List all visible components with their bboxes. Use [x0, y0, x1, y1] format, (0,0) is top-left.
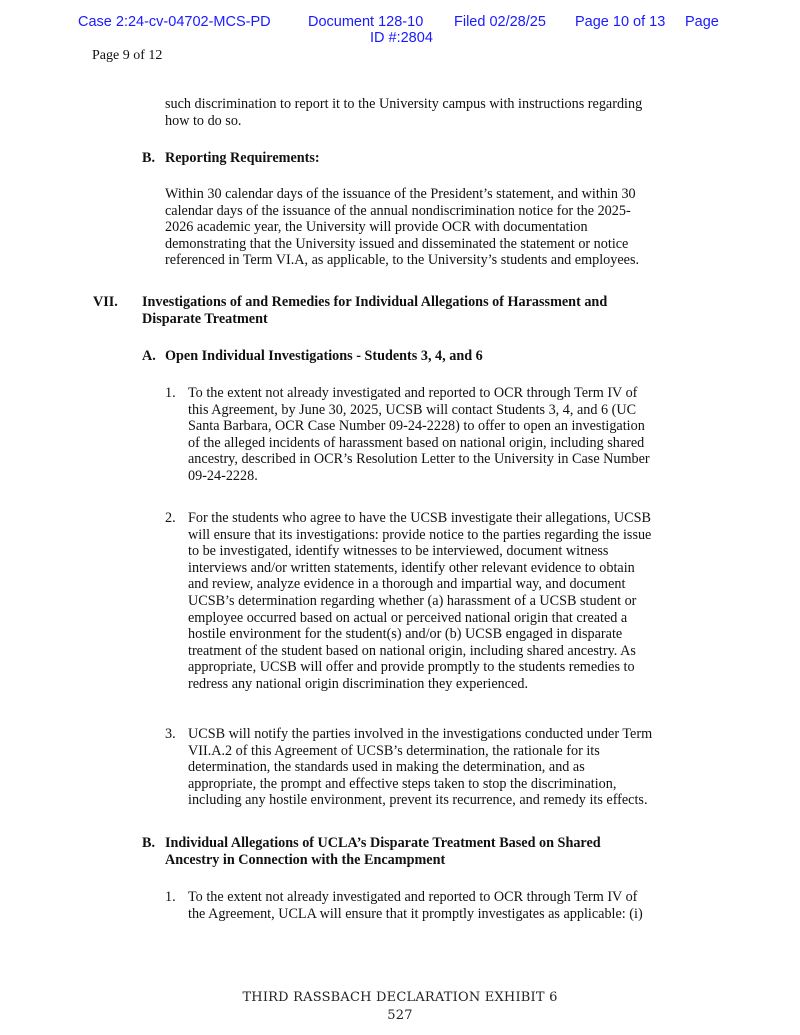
text-line: redress any national origin discrimination they experienced. — [188, 675, 528, 692]
text-line: employee occurred based on actual or perceived national origin that created a — [188, 609, 628, 626]
section-title — [142, 294, 607, 327]
section-label: VII. — [93, 294, 118, 310]
list-number: 1. — [165, 385, 176, 401]
continuation-paragraph — [165, 96, 642, 129]
text-line: 09-24-2228. — [188, 467, 258, 484]
text-line: calendar days of the issuance of the annual nondiscrimination notice for the 2025- — [165, 202, 631, 219]
text-line: Santa Barbara, OCR Case Number 09-24-2228) to offer to open an investigation — [188, 418, 645, 435]
text-line: Within 30 calendar days of the issuance of the President’s statement, and within 30 — [165, 186, 636, 202]
text-line: VII.A.2 of this Agreement of UCSB’s determination, the rationale for its — [188, 742, 600, 759]
text-line: such discrimination to report it to the University campus with instructions regarding — [165, 96, 643, 112]
text-line: treatment of the student based on national origin, including shared ancestry. As — [188, 642, 636, 659]
text-line: demonstrating that the University issued and disseminated the statement or notice — [165, 235, 629, 252]
text-line: of the alleged incidents of harassment based on national origin, including shared — [188, 434, 645, 451]
text-line: to be investigated, identify witnesses to be interviewed, document witness — [188, 543, 609, 560]
list-number: 1. — [165, 889, 176, 905]
list-item-text — [188, 510, 651, 693]
stamp-page-id: ID #:2804 — [370, 30, 433, 46]
text-line: determination, the standards used in making the determination, and as — [188, 759, 585, 776]
list-item-text — [188, 889, 643, 922]
list-item-text — [188, 726, 652, 809]
text-line: including any hostile environment, prevent its recurrence, and remedy its effects. — [188, 792, 648, 809]
list-number: 2. — [165, 510, 176, 526]
text-line: this Agreement, by June 30, 2025, UCSB will contact Students 3, 4, and 6 (UC — [188, 401, 637, 418]
text-line: UCSB will notify the parties involved in the investigations conducted under Term — [188, 726, 653, 742]
list-item-text — [188, 385, 650, 485]
text-line: To the extent not already investigated and reported to OCR through Term IV of — [188, 889, 638, 905]
text-line: hostile environment for the student(s) and/or (b) UCSB engaged in disparate — [188, 626, 623, 643]
original-page-number: Page 9 of 12 — [92, 48, 163, 63]
section-label: B. — [142, 150, 156, 166]
text-line: Individual Allegations of UCLA’s Disparate Treatment Based on Shared — [165, 835, 601, 851]
text-line: the Agreement, UCLA will ensure that it promptly investigates as applicable: (i) — [188, 905, 643, 922]
stamp-page-count: Page 10 of 13 — [575, 14, 666, 30]
text-line: appropriate, the prompt and effective steps taken to stop the discrimination, — [188, 775, 617, 792]
text-line: For the students who agree to have the UCSB investigate their allegations, UCSB — [188, 510, 651, 526]
text-line: Investigations of and Remedies for Individual Allegations of Harassment and — [142, 294, 608, 310]
text-line: Disparate Treatment — [142, 310, 268, 327]
stamp-filed-date: Filed 02/28/25 — [454, 14, 546, 30]
footer-page-number: 527 — [387, 1008, 413, 1023]
stamp-page-label: Page — [685, 14, 719, 30]
text-line: ancestry, described in OCR’s Resolution Letter to the University in Case Number — [188, 451, 650, 468]
stamp-document-number: Document 128-10 — [308, 14, 424, 30]
section-title: Reporting Requirements: — [165, 150, 320, 166]
text-line: how to do so. — [165, 112, 242, 129]
text-line: 2026 academic year, the University will provide OCR with documentation — [165, 219, 588, 236]
text-line: appropriate, UCSB will offer and provide promptly to the students remedies to — [188, 659, 635, 676]
text-line: interviews and/or written statements, identify other relevant evidence to obtain — [188, 559, 635, 576]
list-number: 3. — [165, 726, 176, 742]
text-line: referenced in Term VI.A, as applicable, to the University’s students and employees. — [165, 252, 640, 269]
subsection-label: A. — [142, 348, 156, 364]
text-line: UCSB’s determination regarding whether (a) harassment of a UCSB student or — [188, 592, 637, 609]
exhibit-footer: THIRD RASSBACH DECLARATION EXHIBIT 6 — [242, 990, 558, 1005]
reporting-requirements-paragraph — [165, 186, 639, 269]
subsection-label: B. — [142, 835, 156, 851]
text-line: To the extent not already investigated and reported to OCR through Term IV of — [188, 385, 638, 401]
subsection-title — [165, 835, 601, 868]
text-line: will ensure that its investigations: provide notice to the parties regarding the issue — [188, 526, 652, 543]
text-line: and review, analyze evidence in a thorough and impartial way, and document — [188, 576, 626, 593]
stamp-case-number: Case 2:24-cv-04702-MCS-PD — [78, 14, 271, 30]
text-line: Ancestry in Connection with the Encampment — [165, 851, 446, 868]
subsection-title: Open Individual Investigations - Students 3, 4, and 6 — [165, 348, 483, 364]
